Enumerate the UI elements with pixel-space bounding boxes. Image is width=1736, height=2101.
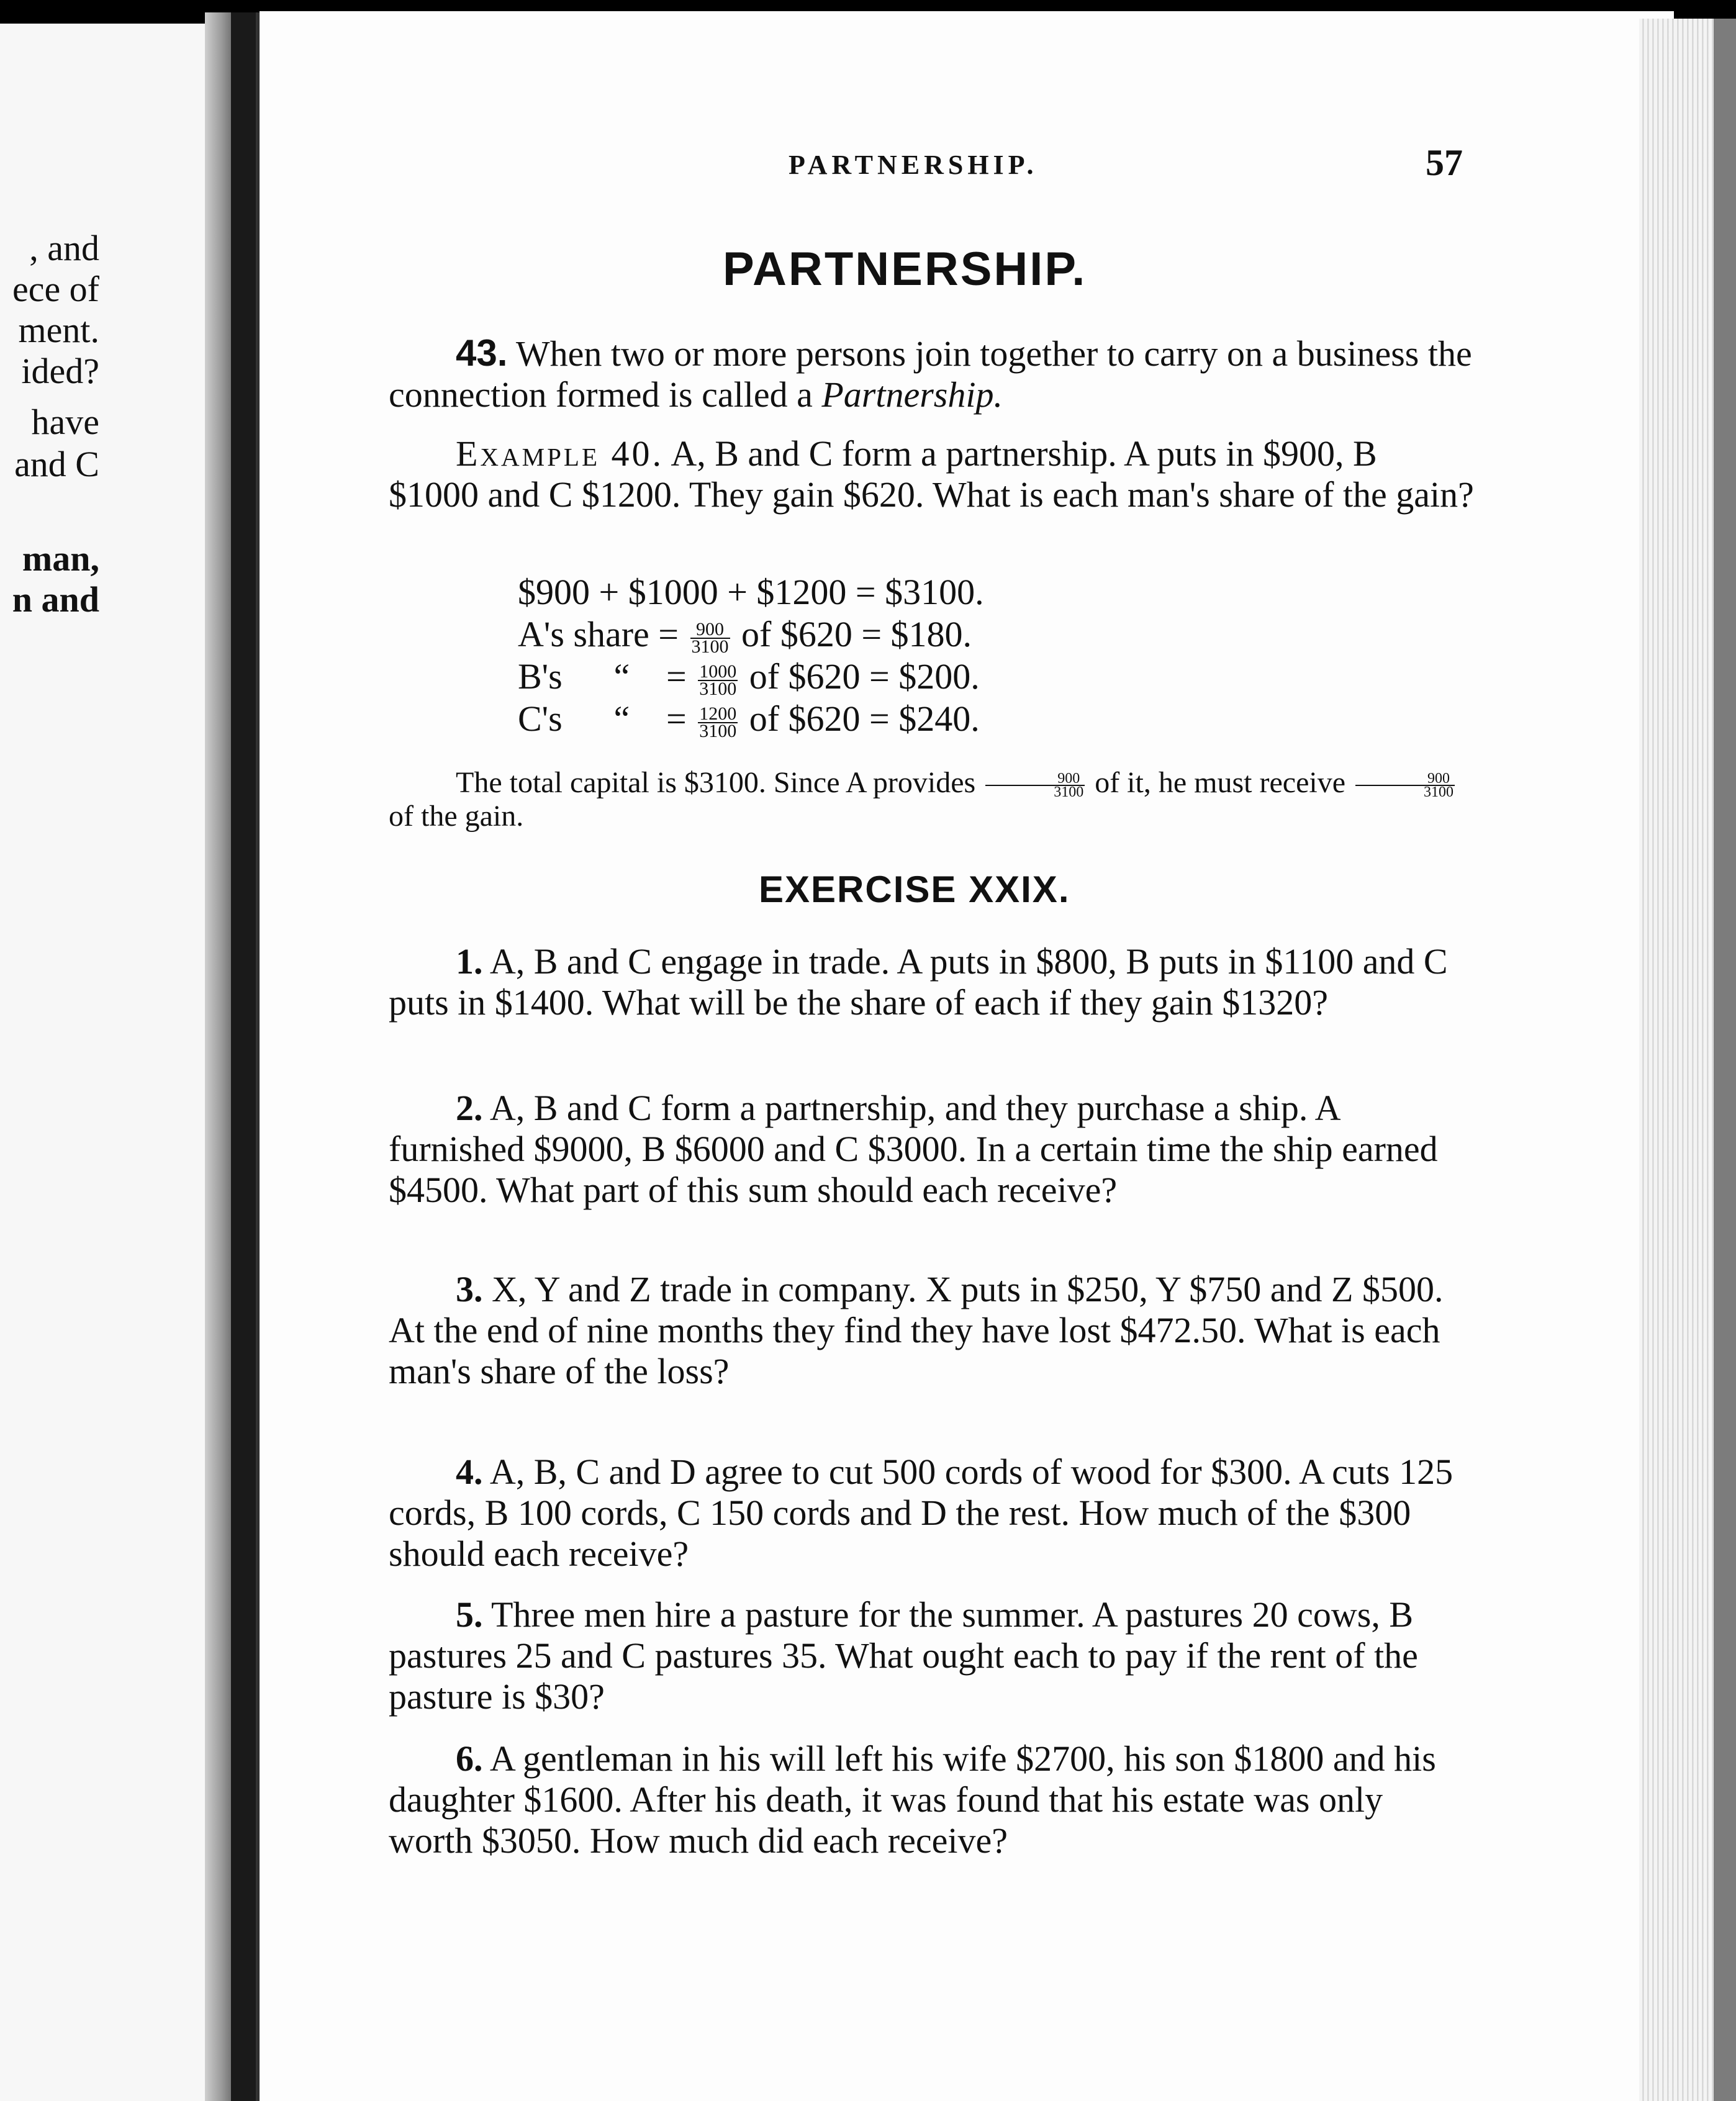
calc-label: A's share [518,614,649,654]
problem-text: X, Y and Z trade in company. X puts in $250, Y $750 and Z $500. At the end of nine months they find they have lost $472.50. What is each man's share of the loss? [389,1269,1444,1391]
left-page-fragment: ided? [21,351,99,391]
calc-row-a [518,615,972,655]
fraction [690,618,730,657]
fraction-numerator: 1000 [699,661,737,682]
fraction [985,772,1085,798]
calc-result: of $620 = $240. [749,698,980,739]
calc-label: C's [518,698,563,739]
left-page-fragment: ece of [12,269,99,309]
note-text: of it, he must receive [1095,766,1346,799]
problem-number: 2. [456,1088,483,1128]
left-page-fragment: ment. [18,310,99,350]
problem-text: A, B and C form a partnership, and they purchase a ship. A furnished $9000, B $6000 and C $3000. In a certain time the ship earned $4500. What part of this sum should each receive? [389,1088,1438,1210]
example-paragraph [389,433,1474,515]
example-note [389,766,1474,833]
fraction [698,703,738,741]
definition-paragraph [389,333,1474,415]
calc-row-b [518,657,980,697]
section-number: 43. [456,332,508,374]
calc-result: of $620 = $200. [749,656,980,697]
fraction-denominator: 3100 [1054,784,1084,800]
fraction-numerator: 1200 [699,703,737,724]
running-head: PARTNERSHIP. [789,150,1038,180]
fraction [1355,772,1455,798]
page-edges-shadow [1714,19,1736,2101]
page-number: 57 [1426,142,1463,183]
left-page-fragment: and C [14,444,99,484]
problem-text: Three men hire a pasture for the summer. A pastures 20 cows, B pastures 25 and C pastures 35. What ought each to pay if the rent of the pasture is $30? [389,1594,1418,1717]
calc-eq: = [666,656,687,697]
problem-item [389,941,1474,1023]
example-text: A, B and C form a partnership. A puts in $900, B $1000 and C $1200. They gain $620. What is each man's share of the gain? [389,433,1474,515]
fraction-denominator: 3100 [699,678,737,699]
definition-term: Partnership. [821,374,1003,415]
problem-number: 6. [456,1738,483,1779]
fraction-denominator: 3100 [691,636,729,657]
exercise-title: EXERCISE XXIX. [759,869,1070,910]
calc-result: of $620 = $180. [741,614,972,654]
problem-number: 5. [456,1594,483,1635]
calc-total: $900 + $1000 + $1200 = $3100. [518,572,984,612]
left-page-fragment: , and [29,228,99,268]
book-gutter [231,12,256,2101]
calc-eq: = [666,698,687,739]
calc-row-c [518,699,980,739]
note-text: of the gain. [389,800,524,833]
problem-number: 4. [456,1452,483,1492]
fraction-numerator: 900 [690,621,730,639]
example-label: Example 40. [456,433,664,474]
ditto-mark: “ [613,656,630,697]
ditto-mark: “ [613,698,630,739]
problem-item [389,1452,1474,1575]
left-page-fragment: man, [22,538,99,579]
problem-text: A, B, C and D agree to cut 500 cords of wood for $300. A cuts 125 cords, B 100 cords, C 150 cords and D the rest. How much of the $300 should each receive? [389,1452,1453,1574]
calc-label: B's [518,656,563,697]
note-text: The total capital is $3100. Since A provides [456,766,976,799]
problem-item [389,1088,1474,1211]
fraction-denominator: 3100 [699,720,737,741]
problem-text: A, B and C engage in trade. A puts in $800, B puts in $1100 and C puts in $1400. What will be the share of each if they gain $1320? [389,941,1448,1023]
calc-eq: = [658,614,679,654]
problem-item [389,1738,1474,1861]
problem-text: A gentleman in his will left his wife $2700, his son $1800 and his daughter $1600. After his death, it was found that his estate was only worth $3050. How much did each receive? [389,1738,1436,1861]
left-page-fragment: n and [12,579,99,620]
problem-item [389,1269,1474,1392]
fraction-numerator: 900 [1355,772,1455,786]
problem-number: 3. [456,1269,483,1309]
problem-number: 1. [456,941,483,982]
page-title: PARTNERSHIP. [723,243,1087,296]
definition-text: When two or more persons join together to carry on a business the connection formed is called a [389,333,1472,415]
fraction-denominator: 3100 [1424,784,1454,800]
fraction-numerator: 900 [985,772,1085,786]
fraction [698,661,738,699]
problem-item [389,1594,1474,1717]
left-page-fragment: have [31,402,99,442]
left-page [0,24,205,2101]
